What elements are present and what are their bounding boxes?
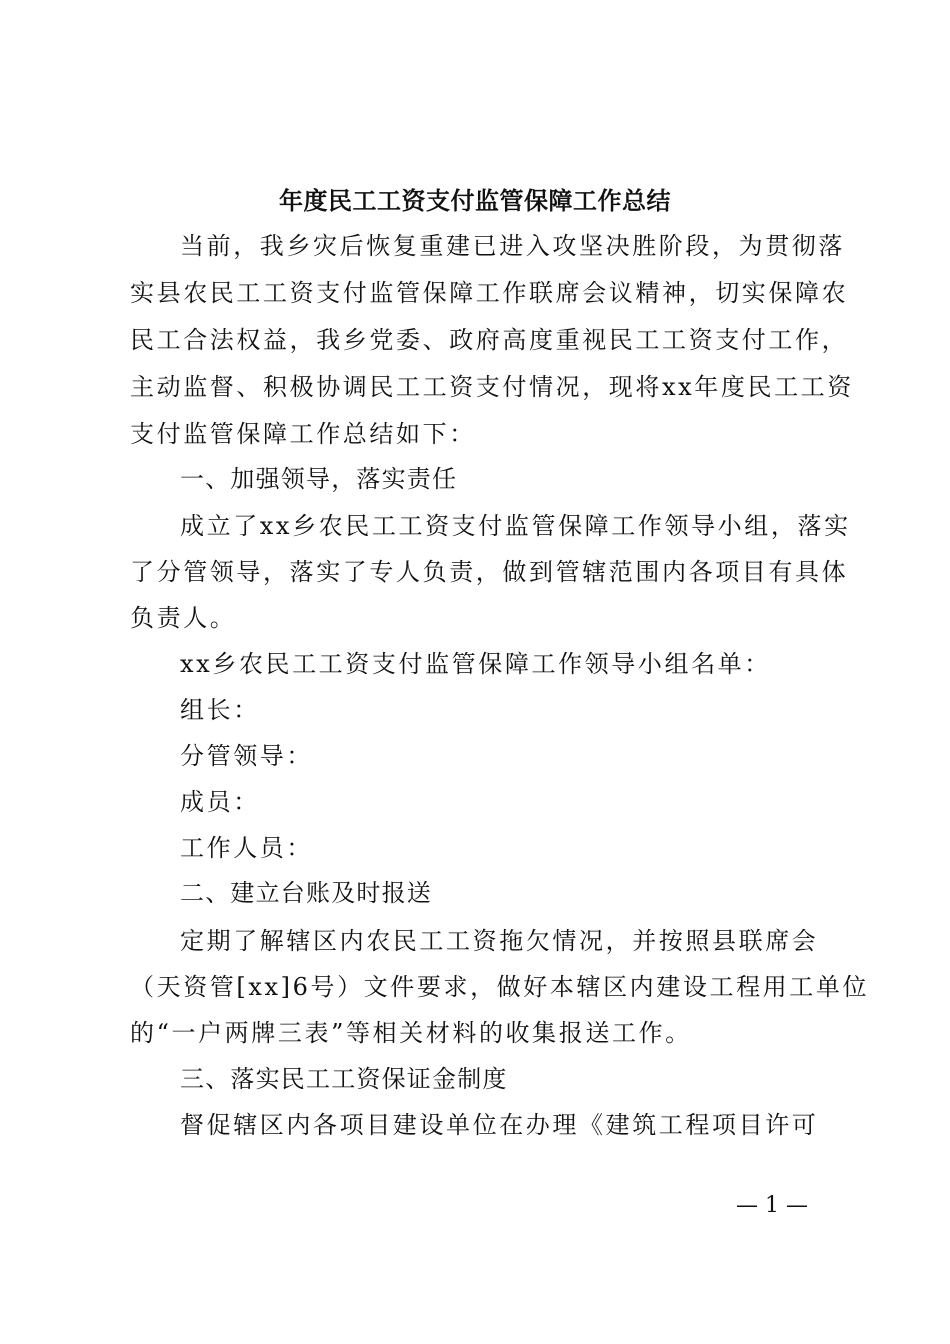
intro-line-3: 民工合法权益，我乡党委、政府高度重视民工工资支付工作，: [130, 326, 849, 354]
intro-line-2: 实县农民工工资支付监管保障工作联席会议精神，切实保障农: [130, 279, 849, 307]
section-3-heading: 三、落实民工工资保证金制度: [180, 1065, 508, 1093]
role-members: 成员：: [180, 788, 260, 816]
role-staff: 工作人员：: [180, 834, 313, 862]
section-2-line-1: 定期了解辖区内农民工工资拖欠情况，并按照县联席会: [180, 927, 819, 955]
role-deputy-leader: 分管领导：: [180, 742, 313, 770]
section-1-line-1: 成立了xx乡农民工工资支付监管保障工作领导小组，落实: [180, 512, 851, 540]
role-leader: 组长：: [180, 696, 260, 724]
page-number: — 1 —: [736, 1193, 808, 1218]
section-1-heading: 一、加强领导，落实责任: [180, 465, 458, 493]
section-2-line-3: 的“一户两牌三表”等相关材料的收集报送工作。: [130, 1019, 692, 1047]
section-2-line-2: （天资管[xx]6号）文件要求，做好本辖区内建设工程用工单位: [130, 973, 870, 1001]
document-title: 年度民工工资支付监管保障工作总结: [279, 186, 671, 215]
section-2-heading: 二、建立台账及时报送: [180, 879, 432, 907]
section-1-line-2: 了分管领导，落实了专人负责，做到管辖范围内各项目有具体: [130, 558, 849, 586]
intro-line-4: 主动监督、积极协调民工工资支付情况，现将xx年度民工工资: [130, 373, 854, 401]
intro-line-1: 当前，我乡灾后恢复重建已进入攻坚决胜阶段，为贯彻落: [180, 232, 845, 260]
section-3-line-1: 督促辖区内各项目建设单位在办理《建筑工程项目许可: [180, 1111, 819, 1139]
section-1-line-3: 负责人。: [130, 604, 237, 632]
intro-line-5: 支付监管保障工作总结如下：: [130, 420, 476, 448]
leadership-list-title: xx乡农民工工资支付监管保障工作领导小组名单：: [180, 650, 771, 678]
